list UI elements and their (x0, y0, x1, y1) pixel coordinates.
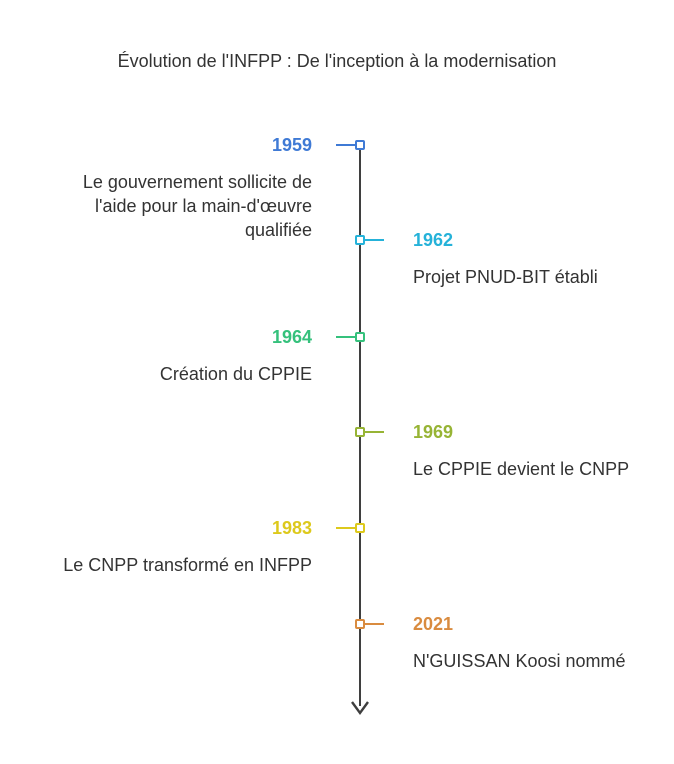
event-node (355, 619, 365, 629)
event-year: 1969 (413, 422, 454, 442)
event-description: Le CNPP transformé en INFPP (63, 555, 312, 575)
event-connector (336, 527, 355, 529)
event-description: N'GUISSAN Koosi nommé (413, 651, 626, 671)
event-year: 1964 (271, 327, 312, 347)
event-connector (336, 144, 355, 146)
event-year: 1962 (413, 230, 454, 250)
event-node (355, 427, 365, 437)
event-description: Le CPPIE devient le CNPP (413, 459, 630, 479)
timeline-event-1964 (44, 325, 312, 386)
event-node (355, 332, 365, 342)
timeline-event-1983 (12, 516, 312, 577)
event-year: 1983 (271, 518, 312, 538)
event-connector (336, 336, 355, 338)
timeline-event-1959 (44, 133, 312, 242)
timeline-event-1962 (413, 228, 673, 289)
arrow-down-icon (349, 699, 371, 716)
event-connector (365, 239, 384, 241)
event-node (355, 140, 365, 150)
event-connector (365, 623, 384, 625)
event-year: 1959 (271, 135, 312, 155)
event-node (355, 523, 365, 533)
event-description: Projet PNUD-BIT établi (413, 267, 598, 287)
event-description: Création du CPPIE (159, 364, 312, 384)
event-node (355, 235, 365, 245)
event-description: Le gouvernement sollicite de l'aide pour la main-d'œuvre qualifiée (82, 172, 312, 240)
event-year: 2021 (413, 614, 454, 634)
diagram-title: Évolution de l'INFPP : De l'inception à la modernisation (117, 51, 557, 71)
timeline-event-2021 (413, 612, 673, 673)
timeline-event-1969 (413, 420, 673, 481)
event-connector (365, 431, 384, 433)
